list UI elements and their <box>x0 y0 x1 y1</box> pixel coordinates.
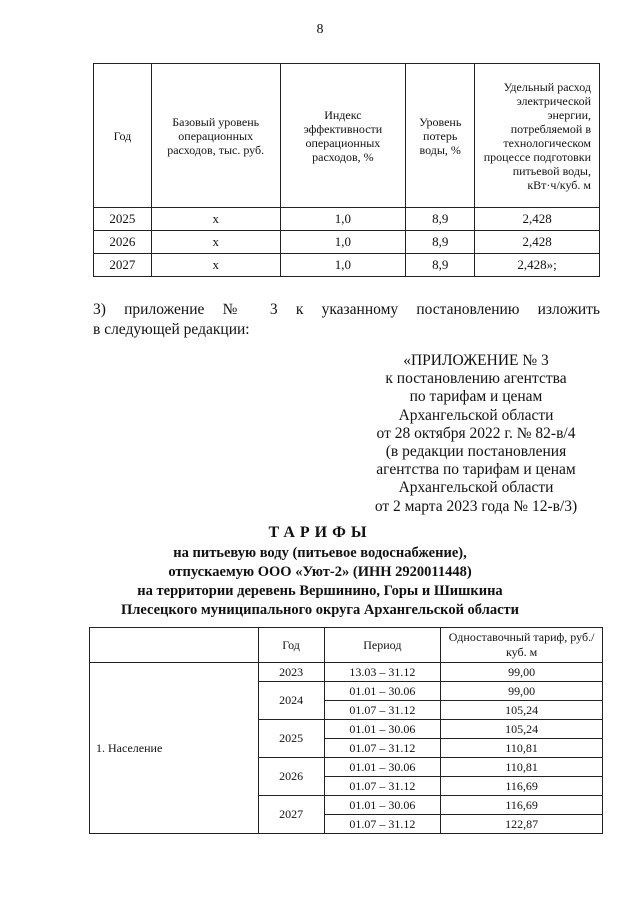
tariffs-subtitle-line: на территории деревень Вершинино, Горы и Шишкина <box>137 583 503 599</box>
cell-energy: 2,428»; <box>475 254 600 277</box>
header-consumer <box>90 628 259 663</box>
table-header-row <box>94 64 600 208</box>
appendix-header <box>360 352 592 516</box>
cell-efficiency-index: 1,0 <box>280 231 406 254</box>
cell-efficiency-index: 1,0 <box>280 208 406 231</box>
cell-base-opex: х <box>151 208 280 231</box>
cell-period: 01.07 – 31.12 <box>324 815 441 834</box>
tariffs-table <box>89 627 603 834</box>
paragraph-line-2: в следующей редакции: <box>93 321 250 338</box>
cell-period: 01.07 – 31.12 <box>324 777 441 796</box>
header-tariff: Одноставочный тариф, руб./куб. м <box>441 628 603 663</box>
cell-base-opex: х <box>151 231 280 254</box>
table-row <box>94 254 600 277</box>
cell-tariff: 99,00 <box>441 663 603 682</box>
cell-tariff: 116,69 <box>441 796 603 815</box>
consumer-group: 1. Население <box>90 663 259 834</box>
appendix-line: (в редакции постановления <box>385 443 567 461</box>
appendix-line: Архангельской области <box>398 479 554 497</box>
header-water-loss: Уровень потерь воды, % <box>406 64 475 208</box>
appendix-line: от 28 октября 2022 г. № 82-в/4 <box>376 424 576 442</box>
table-row <box>94 208 600 231</box>
appendix-line: от 2 марта 2023 года № 12-в/3) <box>374 497 578 515</box>
tariffs-subtitle-line: на питьевую воду (питьевое водоснабжение), <box>173 545 467 561</box>
cell-period: 01.01 – 30.06 <box>324 758 441 777</box>
cell-base-opex: х <box>151 254 280 277</box>
tariffs-title: ТАРИФЫ <box>268 524 372 541</box>
cell-tariff: 110,81 <box>441 739 603 758</box>
cell-energy: 2,428 <box>475 208 600 231</box>
cell-year: 2023 <box>258 663 324 682</box>
cell-tariff: 110,81 <box>441 758 603 777</box>
header-base-opex: Базовый уровень операционных расходов, тыс. руб. <box>151 64 280 208</box>
appendix-line: «ПРИЛОЖЕНИЕ № 3 <box>403 352 549 369</box>
appendix-line: Архангельской области <box>398 406 554 424</box>
cell-efficiency-index: 1,0 <box>280 254 406 277</box>
cell-year: 2026 <box>94 231 152 254</box>
appendix-line: к постановлению агентства <box>385 370 567 388</box>
cell-tariff: 105,24 <box>441 720 603 739</box>
cell-energy: 2,428 <box>475 231 600 254</box>
cell-year: 2026 <box>258 758 324 796</box>
cell-tariff: 122,87 <box>441 815 603 834</box>
cell-period: 01.07 – 31.12 <box>324 739 441 758</box>
header-year: Год <box>94 64 152 208</box>
appendix-line: агентства по тарифам и ценам <box>376 461 576 479</box>
paragraph-line-1: 3) приложение № 3 к указанному постановлению изложить <box>93 301 600 318</box>
header-efficiency-index: Индекс эффективности операционных расходов, % <box>280 64 406 208</box>
cell-tariff: 105,24 <box>441 701 603 720</box>
cell-period: 01.01 – 30.06 <box>324 682 441 701</box>
header-period: Период <box>324 628 441 663</box>
page-number: 8 <box>316 22 324 37</box>
header-year: Год <box>258 628 324 663</box>
cell-period: 01.07 – 31.12 <box>324 701 441 720</box>
cell-year: 2027 <box>258 796 324 834</box>
cell-year: 2025 <box>94 208 152 231</box>
cell-year: 2027 <box>94 254 152 277</box>
cell-year: 2025 <box>258 720 324 758</box>
cell-water-loss: 8,9 <box>406 208 475 231</box>
table-row <box>94 231 600 254</box>
table-header-row <box>90 628 603 663</box>
table-row <box>90 663 603 682</box>
appendix-line: по тарифам и ценам <box>409 388 543 406</box>
cell-tariff: 116,69 <box>441 777 603 796</box>
cell-period: 01.01 – 30.06 <box>324 796 441 815</box>
cell-water-loss: 8,9 <box>406 231 475 254</box>
cell-period: 01.01 – 30.06 <box>324 720 441 739</box>
header-energy-consumption: Удельный расход электрической энергии, потребляемой в технологическом процессе подготовки питьевой воды, кВт·ч/куб. м <box>475 64 600 208</box>
cell-tariff: 99,00 <box>441 682 603 701</box>
cell-year: 2024 <box>258 682 324 720</box>
efficiency-table <box>93 63 600 277</box>
tariffs-subtitle-line: отпускаемую ООО «Уют-2» (ИНН 2920011448) <box>168 564 472 580</box>
cell-water-loss: 8,9 <box>406 254 475 277</box>
tariffs-subtitle-line: Плесецкого муниципального округа Архангельской области <box>120 602 519 618</box>
cell-period: 13.03 – 31.12 <box>324 663 441 682</box>
